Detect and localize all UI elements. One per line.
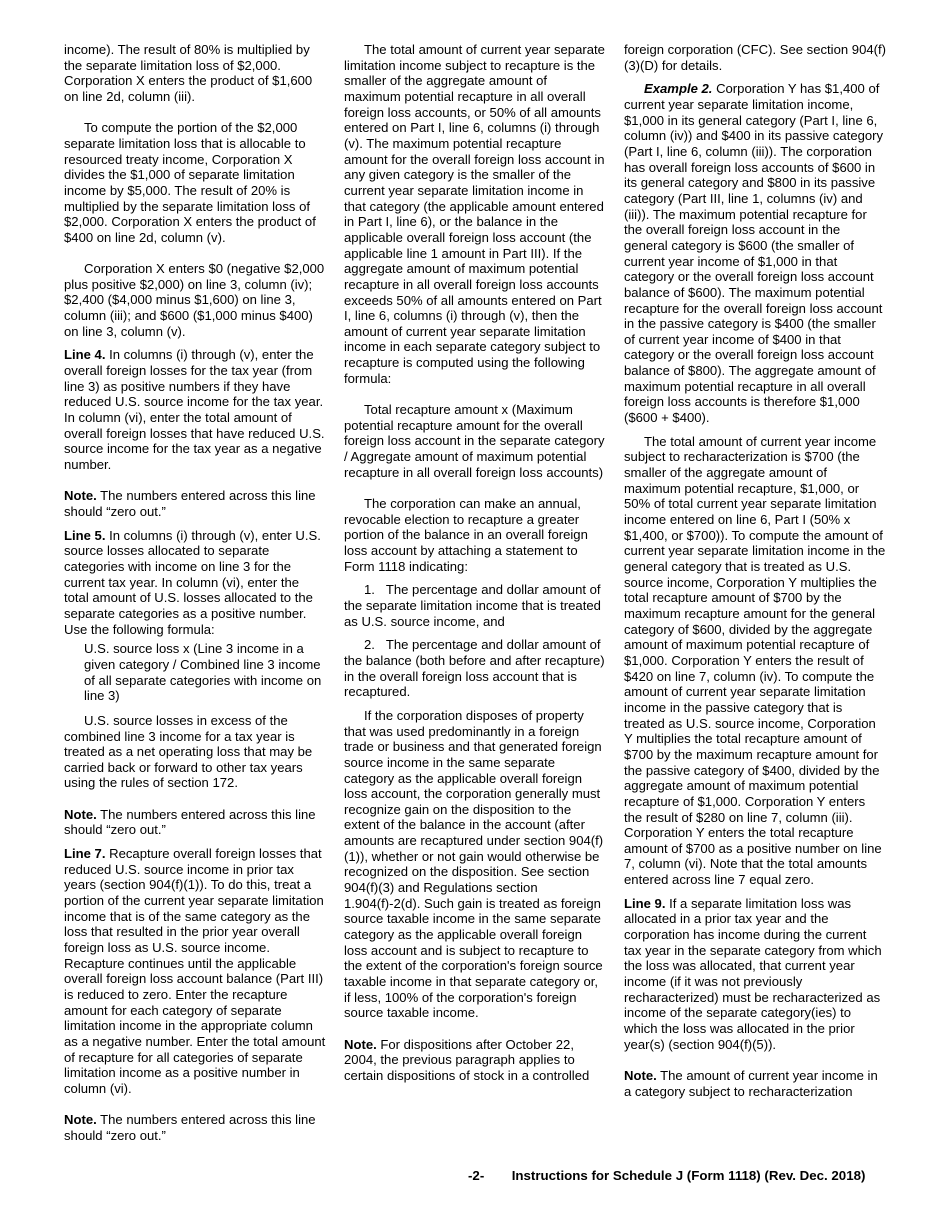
line-4-section (64, 347, 326, 472)
note-label: Note. (64, 1112, 97, 1128)
note (624, 1068, 886, 1099)
column-left (64, 42, 326, 1159)
paragraph: Corporation X enters $0 (negative $2,000 plus positive $2,000) on line 3, column (iv); $2,400 ($4,000 minus $1,600) on line 3, column (iii); and $600 ($1,000 minus $400) on line 3, column (v). (64, 261, 325, 339)
line-5-section (64, 528, 326, 638)
section-heading: Line 7. (64, 846, 106, 862)
column-middle (344, 42, 606, 1099)
section-text: Recapture overall foreign losses that reduced U.S. source income in prior tax years (section 904(f)(1)). To do this, treat a portion of the current year separate limitation income that is of the same category as the loss that resulted in the prior year overall foreign loss as U.S. source income. Recapture continues until the applicable overall foreign loss account balance (Part III) is reduced to zero. Enter the recapture amount for each category of separate limitation income in the appropriate column as a negative number. Enter the total amount of recapture for all categories of separate limitation income as a positive number in column (vi). (64, 846, 326, 1096)
note-label: Note. (624, 1067, 657, 1083)
paragraph: The total amount of current year separate limitation income subject to recapture is the smaller of the aggregate amount of maximum potential recapture in all overall foreign loss accounts, or 50% of all amounts entered on Part I, line 6, columns (i) through (v). The maximum potential recapture amount for the overall foreign loss account in any given category is the smaller of the current year separate limitation income in that category (the applicable amount entered in Part I, line 6), or the balance in the applicable overall foreign loss account (the applicable line 1 amount in Part III). If the aggregate amount of maximum potential recapture in all overall foreign loss accounts exceeds 50% of all amounts entered on Part I, line 6, columns (i) through (v), then the amount of current year separate limitation income in each separate category subject to recapture is computed using the following formula: (344, 42, 605, 386)
page-footer (468, 1168, 888, 1184)
document-title: Instructions for Schedule J (Form 1118) (Rev. Dec. 2018) (511, 1168, 866, 1183)
section-heading: Line 9. (624, 895, 666, 911)
note-label: Note. (64, 806, 97, 822)
section-heading: Line 5. (64, 527, 106, 543)
section-text: If a separate limitation loss was allocated in a prior tax year and the corporation has income during the current tax year in the separate category from which the loss was allocated, that current year income (if it was not previously recharacterized) must be recharacterized as income of the separate category(ies) to which the loss was allocated in the prior year(s) (section 904(f)(5)). (624, 895, 882, 1052)
paragraph: To compute the portion of the $2,000 separate limitation loss that is allocable to resourced treaty income, Corporation X divides the $1,000 of separate limitation income by $5,000. The result of 20% is multiplied by the separate limitation loss of $2,000. Corporation X enters the product of $400 on line 2d, column (v). (64, 120, 316, 245)
note (64, 488, 326, 519)
list-item: 1. The percentage and dollar amount of the separate limitation income that is treated as U.S. source income, and (344, 582, 601, 629)
line-7-section (64, 846, 326, 1097)
section-heading: Line 4. (64, 347, 106, 363)
note-text: The amount of current year income in a category subject to recharacterization (624, 1067, 878, 1099)
paragraph: The corporation can make an annual, revocable election to recapture a greater portion of the balance in an overall foreign loss account by attaching a statement to Form 1118 indicating: (344, 496, 588, 574)
example-text: Corporation Y has $1,400 of current year separate limitation income, $1,000 in its general category (Part I, line 6, column (iv)) and $400 in its passive category (Part I, line 6, column (iii)). The corporation has overall foreign loss accounts of $600 in its general category and $800 in its passive category (Part III, line 1, columns (iv) and (iii)). The maximum potential recapture for the overall foreign loss account in the general category is $600 (the smaller of current year income of $1,000 in that category or the overall foreign loss account balance of $600). The maximum potential recapture for the overall foreign loss account in the passive category is $400 (the smaller of current year income of $400 in that category or the overall foreign loss account balance of $800). The aggregate amount of maximum potential recapture in all overall foreign loss accounts is therefore $1,000 ($600 + $400). (624, 81, 884, 426)
paragraph: The total amount of current year income subject to recharacterization is $700 (the smaller of the aggregate amount of maximum potential recapture, $1,000, or 50% of total current year separate limitation income entered on line 6, Part I (50% x $1,400, or $700)). To compute the amount of current year separate limitation income in the general category that is treated as U.S. source income, Corporation Y multiplies the total recapture amount of $700 by the maximum recapture amount for the general category of $600, divided by the aggregate amount of maximum potential recapture of $1,000. Corporation Y enters the result of $420 on line 7, column (iv). To compute the amount of current year separate limitation income in the passive category that is treated as U.S. source income, Corporation Y multiplies the total recapture amount of $700 by the maximum recapture amount for the passive category of $400, divided by the aggregate amount of maximum potential recapture of $1,000. Corporation Y enters the result of $280 on line 7, column (iii). Corporation Y enters the total recapture amount of $700 as a positive number on line 7, column (vi). Note that the total amounts entered across line 7 equal zero. (624, 433, 886, 888)
page-number: -2- (468, 1168, 485, 1183)
formula: Total recapture amount x (Maximum potential recapture amount for the overall foreign loss account in the separate category / Aggregate amount of maximum potential recapture in all overall foreign loss accounts) (344, 402, 605, 480)
column-right (624, 42, 886, 1115)
note-text: The numbers entered across this line should “zero out.” (64, 806, 316, 838)
section-text: In columns (i) through (v), enter U.S. source losses allocated to separate categories with income on line 3 for the current tax year. In column (vi), enter the total amount of U.S. losses allocated to the separate categories as a positive number. Use the following formula: (64, 527, 321, 637)
note-text: The numbers entered across this line should “zero out.” (64, 1112, 316, 1143)
paragraph: foreign corporation (CFC). See section 904(f)(3)(D) for details. (624, 42, 886, 73)
note-label: Note. (344, 1036, 377, 1052)
note (344, 1037, 606, 1084)
example-2 (624, 81, 886, 425)
section-text: In columns (i) through (v), enter the overall foreign losses for the tax year (from line 3) as positive numbers if they have reduced U.S. source income for the tax year. In column (vi), enter the total amount of overall foreign losses that have reduced U.S. source income for the tax year as a negative number. (64, 347, 325, 473)
paragraph: income). The result of 80% is multiplied by the separate limitation loss of $2,000. Corporation X enters the product of $1,600 on line 2d, column (iii). (64, 42, 313, 104)
note (64, 807, 326, 838)
example-label: Example 2. (644, 81, 713, 97)
paragraph: U.S. source losses in excess of the combined line 3 income for a tax year is treated as a net operating loss that may be carried back or forward to other tax years using the rules of section 172. (64, 712, 313, 791)
paragraph: If the corporation disposes of property that was used predominantly in a foreign trade or business and that generated foreign source income in the same separate category as the applicable overall foreign loss account, the corporation generally must recognize gain on the disposition to the extent of the balance in the account (after amounts are recaptured under section 904(f)(1)), whether or not gain would otherwise be recognized on the disposition. See section 904(f)(3) and Regulations section 1.904(f)-2(d). Such gain is treated as foreign source taxable income in the same separate category as the applicable overall foreign loss account and is subject to recapture to the extent of the corporation's foreign source taxable income in that separate category or, if less, 100% of the corporation's foreign source taxable income. (344, 707, 604, 1021)
list-item: 2. The percentage and dollar amount of the balance (both before and after recapture) in the overall foreign loss account that is recaptured. (344, 637, 605, 700)
note-label: Note. (64, 488, 97, 504)
note-text: For dispositions after October 22, 2004, the previous paragraph applies to certain dispositions of stock in a controlled (344, 1036, 590, 1083)
note (64, 1112, 326, 1143)
line-9-section (624, 896, 886, 1053)
formula: U.S. source loss x (Line 3 income in a given category / Combined line 3 income of all separate categories with income on line 3) (84, 641, 322, 704)
note-text: The numbers entered across this line should “zero out.” (64, 488, 316, 519)
